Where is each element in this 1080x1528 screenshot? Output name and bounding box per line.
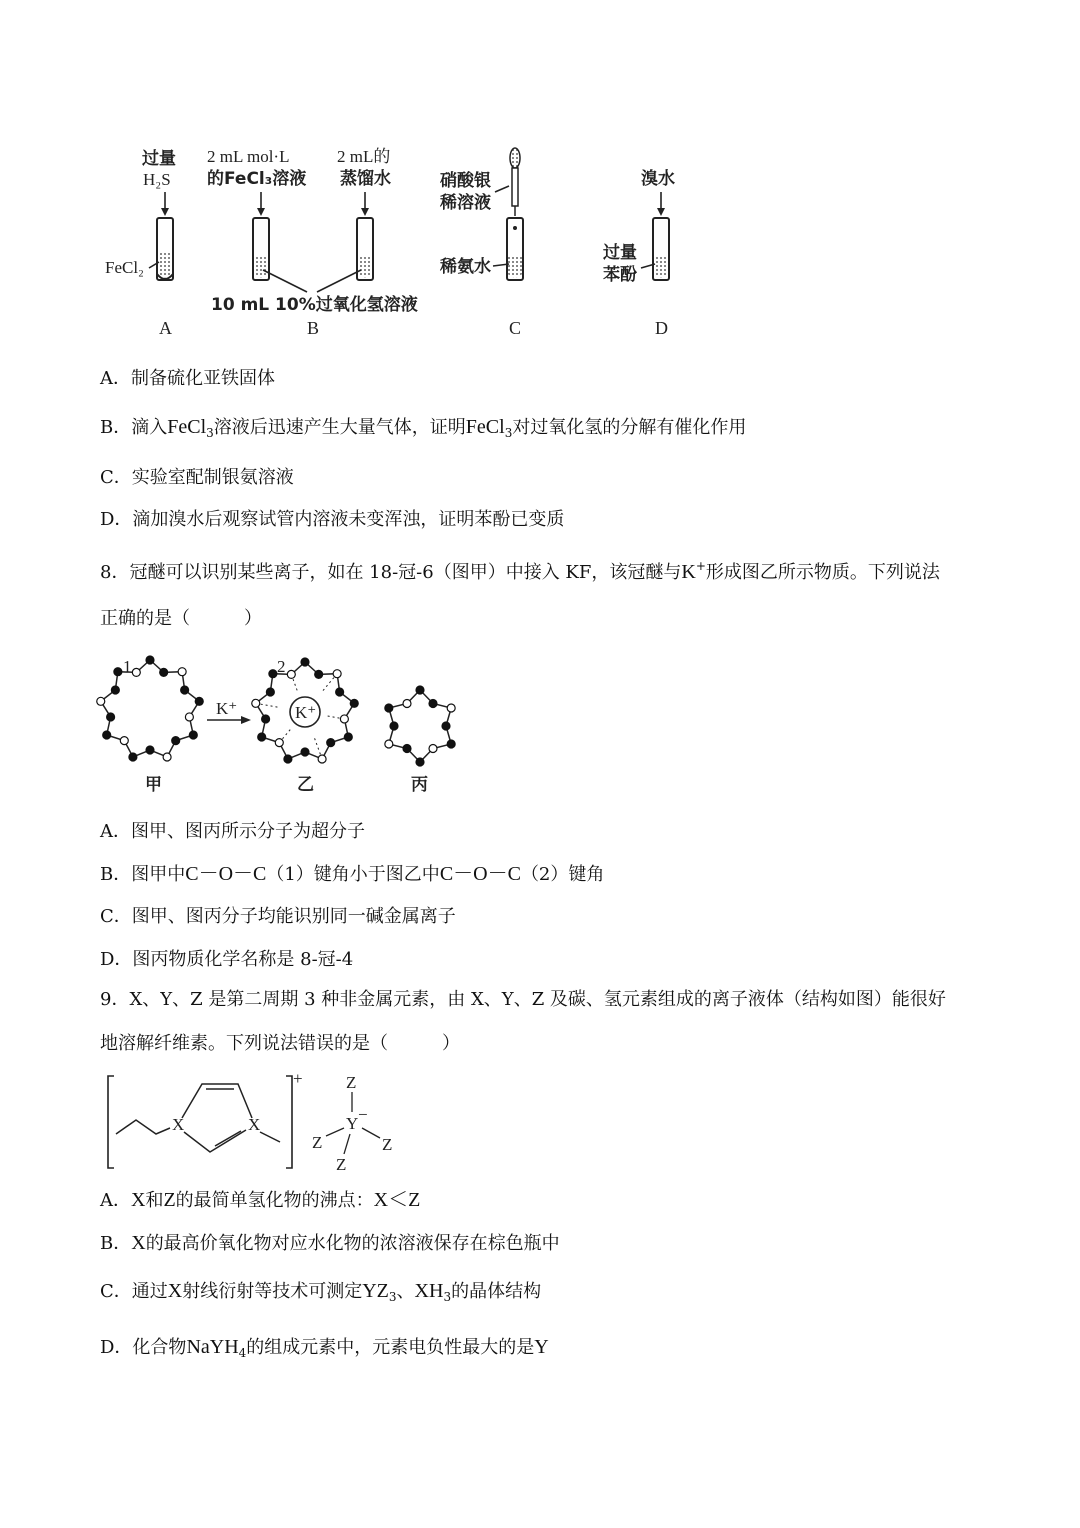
oxygen-atom xyxy=(97,697,105,705)
carbon-atom xyxy=(284,755,292,763)
oxygen-atom xyxy=(333,670,341,678)
q9-c-symbol: X xyxy=(167,1280,183,1302)
ring-jia-label-1: 1 xyxy=(123,657,132,676)
q8-stem-text-1: 8．冠醚可以识别某些离子，如在 18-冠-6（图甲）中接入 KF，该冠醚与 xyxy=(100,562,682,583)
q9-c-text-1: C．通过 xyxy=(100,1281,168,1302)
atom-z-top: Z xyxy=(346,1073,357,1092)
q8-option-a: A．图甲、图丙所示分子为超分子 xyxy=(100,821,365,842)
carbon-atom xyxy=(114,668,122,676)
q9-a-relation: X＜Z xyxy=(373,1189,421,1211)
q9-a-symbol-1: X xyxy=(131,1189,146,1211)
b-top-label-2a: 2 mL的 xyxy=(337,147,391,166)
potassium-center: K⁺ xyxy=(295,703,317,722)
arrow-label: K⁺ xyxy=(216,699,238,718)
carbon-atom xyxy=(258,733,266,741)
oxygen-atom xyxy=(178,668,186,676)
oxygen-atom xyxy=(132,668,140,676)
q7-b-text-3: 对过氧化氢的分解有催化作用 xyxy=(512,417,747,438)
q9-a-text-3: 的最简单氢化物的沸点： xyxy=(175,1190,374,1211)
q8-stem-line-1 xyxy=(100,560,940,585)
b-top-label-1a: 2 mL mol·L xyxy=(207,147,290,166)
carbon-atom xyxy=(107,713,115,721)
oxygen-atom xyxy=(120,737,128,745)
q9-stem-line-2: 地溶解纤维素。下列说法错误的是（ ） xyxy=(100,1033,460,1054)
q9-c-sub-2: 3 xyxy=(443,1290,452,1304)
caption-bing: 丙 xyxy=(411,775,428,795)
caption-a: A xyxy=(159,318,172,338)
q8-b-text-2: （1）键角小于图乙中 xyxy=(266,864,440,885)
cation-charge: + xyxy=(293,1069,303,1088)
d-side-label-2: 苯酚 xyxy=(603,265,637,285)
c-top-label-1: 硝酸银 xyxy=(440,171,491,191)
carbon-atom xyxy=(160,668,168,676)
oxygen-atom xyxy=(163,753,171,761)
carbon-atom xyxy=(262,715,270,723)
q9-option-d xyxy=(100,1335,549,1360)
oxygen-atom xyxy=(403,699,411,707)
carbon-atom xyxy=(269,670,277,678)
carbon-atom xyxy=(327,739,335,747)
carbon-atom xyxy=(447,740,455,748)
anion-charge: − xyxy=(358,1105,368,1124)
carbon-atom xyxy=(103,731,111,739)
carbon-atom xyxy=(336,688,344,696)
q7-option-a: A．制备硫化亚铁固体 xyxy=(100,368,275,389)
q9-b-text-2: 的最高价氧化物对应水化物的浓溶液保存在棕色瓶中 xyxy=(145,1233,560,1254)
atom-x-2: X xyxy=(248,1115,261,1134)
atom-y: Y xyxy=(346,1114,359,1133)
carbon-atom xyxy=(350,699,358,707)
q8-b-formula-2: C－O－C xyxy=(439,863,521,885)
q9-c-text-3: 的晶体结构 xyxy=(451,1281,542,1302)
oxygen-atom xyxy=(385,740,393,748)
d-top-label: 溴水 xyxy=(641,169,675,189)
carbon-atom xyxy=(442,722,450,730)
carbon-atom xyxy=(301,658,309,666)
q8-option-b xyxy=(100,862,604,887)
q9-stem-line-1: 9．X、Y、Z 是第二周期 3 种非金属元素，由 X、Y、Z 及碳、氢元素组成的离子液体（结构如图）能很好 xyxy=(100,989,946,1010)
q8-option-c: C．图甲、图丙分子均能识别同一碱金属离子 xyxy=(100,906,456,927)
fig9-ionic-liquid xyxy=(100,1068,420,1178)
fig7-apparatus xyxy=(95,140,715,345)
b-top-label-2b: 蒸馏水 xyxy=(340,169,391,189)
carbon-atom xyxy=(429,699,437,707)
c-side-label: 稀氨水 xyxy=(440,257,491,277)
carbon-atom xyxy=(146,746,154,754)
a-top-label-2: H₂S xyxy=(143,170,171,189)
atom-x-1: X xyxy=(172,1115,185,1134)
d-side-label-1: 过量 xyxy=(603,243,637,263)
carbon-atom xyxy=(146,656,154,664)
atom-z-bottom: Z xyxy=(336,1155,347,1174)
q9-c-formula-2: XH xyxy=(414,1280,444,1302)
q9-c-sep: 、 xyxy=(396,1281,415,1302)
q8-stem-ion-charge: + xyxy=(695,559,706,573)
oxygen-atom xyxy=(252,699,260,707)
oxygen-atom xyxy=(275,739,283,747)
oxygen-atom xyxy=(429,745,437,753)
q9-b-text-1: B． xyxy=(100,1233,132,1254)
caption-c: C xyxy=(509,318,522,338)
carbon-atom xyxy=(344,733,352,741)
caption-yi: 乙 xyxy=(297,775,314,795)
tube-b-right xyxy=(337,147,391,280)
caption-d: D xyxy=(655,318,668,338)
carbon-atom xyxy=(266,688,274,696)
tube-c xyxy=(439,148,523,280)
tube-d xyxy=(603,168,675,285)
q8-stem-line-2: 正确的是（ ） xyxy=(100,608,262,629)
tube-a xyxy=(105,149,176,280)
q9-option-b xyxy=(100,1231,560,1256)
q9-d-text-2: 的组成元素中，元素电负性最大的是 xyxy=(246,1337,535,1358)
carbon-atom xyxy=(315,670,323,678)
oxygen-atom xyxy=(318,755,326,763)
ring-jia xyxy=(97,656,203,761)
q7-option-d: D．滴加溴水后观察试管内溶液未变浑浊，证明苯酚已变质 xyxy=(100,509,565,530)
q9-a-text-1: A． xyxy=(100,1190,131,1211)
a-top-label-1: 过量 xyxy=(142,149,176,169)
q7-b-sub-1: 3 xyxy=(206,426,214,440)
oxygen-atom xyxy=(447,704,455,712)
q7-option-b xyxy=(100,415,746,440)
carbon-atom xyxy=(403,745,411,753)
carbon-atom xyxy=(129,753,137,761)
q7-b-text-1: B．滴入 xyxy=(100,417,168,438)
q8-b-text-3: （2）键角 xyxy=(520,864,605,885)
q9-c-text-2: 射线衍射等技术可测定 xyxy=(182,1281,363,1302)
b-top-label-1b: 的FeCl₃溶液 xyxy=(207,169,307,189)
q9-a-text-2: 和 xyxy=(145,1190,164,1211)
carbon-atom xyxy=(385,704,393,712)
q8-stem-ion: K xyxy=(681,561,696,583)
carbon-atom xyxy=(181,686,189,694)
q9-b-symbol: X xyxy=(131,1232,146,1254)
q8-option-d: D．图丙物质化学名称是 8-冠-4 xyxy=(100,949,354,970)
fig8-crown-ethers xyxy=(95,650,475,800)
q7-b-text-2: 溶液后迅速产生大量气体，证明 xyxy=(213,417,466,438)
q7-b-formula-2: FeCl xyxy=(465,416,505,438)
carbon-atom xyxy=(390,722,398,730)
q9-d-sub: 4 xyxy=(238,1346,247,1360)
q9-a-symbol-2: Z xyxy=(163,1189,176,1211)
q8-stem-text-2: 形成图乙所示物质。下列说法 xyxy=(705,562,940,583)
carbon-atom xyxy=(416,758,424,766)
oxygen-atom xyxy=(287,670,295,678)
q9-option-c xyxy=(100,1279,541,1304)
carbon-atom xyxy=(195,697,203,705)
q7-b-sub-2: 3 xyxy=(504,426,513,440)
q9-d-text-1: D．化合物 xyxy=(100,1337,187,1358)
carbon-atom xyxy=(189,731,197,739)
caption-jia: 甲 xyxy=(145,775,162,795)
ring-bing xyxy=(385,686,455,766)
carbon-atom xyxy=(301,748,309,756)
q7-b-formula-1: FeCl xyxy=(167,416,207,438)
carbon-atom xyxy=(416,686,424,694)
q8-b-formula-1: C－O－C xyxy=(185,863,267,885)
carbon-atom xyxy=(172,737,180,745)
a-side-label: FeCl₂ xyxy=(105,258,144,277)
q7-option-c: C．实验室配制银氨溶液 xyxy=(100,467,294,488)
oxygen-atom xyxy=(185,713,193,721)
caption-b: B xyxy=(307,318,320,338)
q9-c-formula-1: YZ xyxy=(362,1280,389,1302)
carbon-atom xyxy=(111,686,119,694)
q9-c-sub-1: 3 xyxy=(388,1290,397,1304)
atom-z-left: Z xyxy=(312,1133,323,1152)
tube-b-left xyxy=(207,147,306,280)
ring-yi-label-2: 2 xyxy=(277,657,286,676)
atom-z-right: Z xyxy=(382,1135,393,1154)
q9-d-formula: NaYH xyxy=(186,1336,239,1358)
c-top-label-2: 稀溶液 xyxy=(440,193,491,213)
b-bottom-label: 10 mL 10%过氧化氢溶液 xyxy=(211,295,418,315)
q9-option-a xyxy=(100,1188,420,1213)
q8-b-text-1: B．图甲中 xyxy=(100,864,186,885)
q9-d-symbol: Y xyxy=(534,1336,549,1358)
oxygen-atom xyxy=(340,715,348,723)
